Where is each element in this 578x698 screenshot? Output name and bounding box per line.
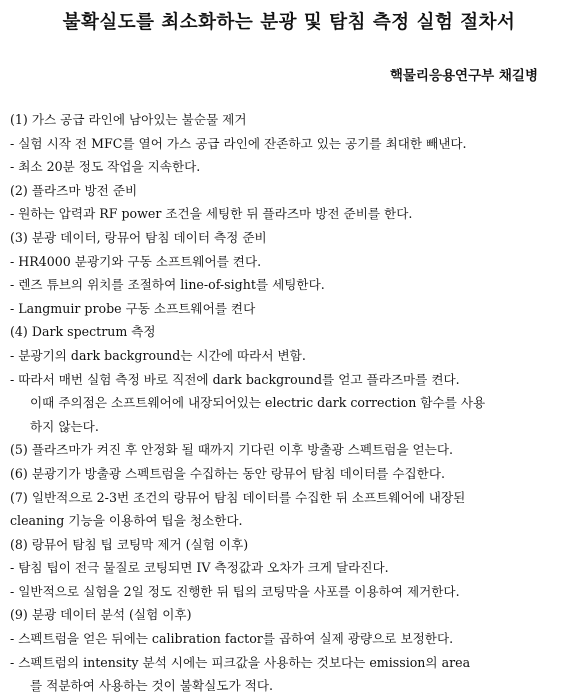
procedure-continuation-line: 이때 주의점은 소프트웨어에 내장되어있는 electric dark correction 함수를 사용 — [30, 395, 486, 411]
procedure-step-line: (1) 가스 공급 라인에 남아있는 불순물 제거 — [10, 112, 247, 127]
procedure-bullet-line: - 분광기의 dark background는 시간에 따라서 변함. — [10, 347, 306, 363]
procedure-step-line: (5) 플라즈마가 켜진 후 안정화 될 때까지 기다린 이후 방출광 스펙트럼을 얻는다. — [10, 442, 454, 458]
procedure-step-line: (3) 분광 데이터, 랑뮤어 탐침 데이터 측정 준비 — [10, 229, 267, 245]
procedure-bullet-line: - 렌즈 튜브의 위치를 조절하여 line-of-sight를 세팅한다. — [10, 277, 325, 293]
procedure-bullet-line: - Langmuir probe 구동 소프트웨어를 켠다 — [10, 300, 256, 316]
document-body — [10, 108, 570, 698]
procedure-bullet-line: - 탐침 팁이 전극 물질로 코팅되면 IV 측정값과 오차가 크게 달라진다. — [10, 560, 389, 576]
procedure-step-line: (6) 분광기가 방출광 스펙트럼을 수집하는 동안 랑뮤어 탐침 데이터를 수집한다. — [10, 465, 446, 481]
procedure-step-line: cleaning 기능을 이용하여 팁을 청소한다. — [10, 513, 243, 529]
document-author: 핵물리응용연구부 채길병 — [389, 68, 538, 84]
procedure-continuation-line: 하지 않는다. — [30, 418, 99, 434]
procedure-step-line: (7) 일반적으로 2-3번 조건의 랑뮤어 탐침 데이터를 수집한 뒤 소프트웨어에 내장된 — [10, 489, 466, 505]
document-title: 불확실도를 최소화하는 분광 및 탐침 측정 실험 절차서 — [62, 12, 516, 33]
procedure-bullet-line: - 스펙트럼의 intensity 분석 시에는 피크값을 사용하는 것보다는 emission의 area — [10, 654, 471, 670]
procedure-step-line: (2) 플라즈마 방전 준비 — [10, 182, 138, 198]
procedure-bullet-line: - 원하는 압력과 RF power 조건을 세팅한 뒤 플라즈마 방전 준비를 한다. — [10, 206, 413, 222]
procedure-bullet-line: - 따라서 매번 실험 측정 바로 직전에 dark background를 얻고 플라즈마를 켠다. — [10, 371, 460, 387]
procedure-step-line: (9) 분광 데이터 분석 (실험 이후) — [10, 607, 192, 623]
procedure-bullet-line: - 최소 20분 정도 작업을 지속한다. — [10, 159, 201, 175]
procedure-step-line: (4) Dark spectrum 측정 — [10, 324, 156, 340]
procedure-bullet-line: - 일반적으로 실험을 2일 정도 진행한 뒤 팁의 코팅막을 사포를 이용하여 제거한다. — [10, 583, 460, 599]
procedure-step-line: (8) 랑뮤어 탐침 팁 코팅막 제거 (실험 이후) — [10, 536, 249, 552]
procedure-continuation-line: 를 적분하여 사용하는 것이 불확실도가 적다. — [30, 678, 273, 694]
procedure-bullet-line: - HR4000 분광기와 구동 소프트웨어를 켠다. — [10, 253, 262, 269]
procedure-bullet-line: - 실험 시작 전 MFC를 열어 가스 공급 라인에 잔존하고 있는 공기를 최대한 빼낸다. — [10, 135, 467, 151]
procedure-bullet-line: - 스펙트럼을 얻은 뒤에는 calibration factor를 곱하여 실제 광량으로 보정한다. — [10, 631, 454, 647]
